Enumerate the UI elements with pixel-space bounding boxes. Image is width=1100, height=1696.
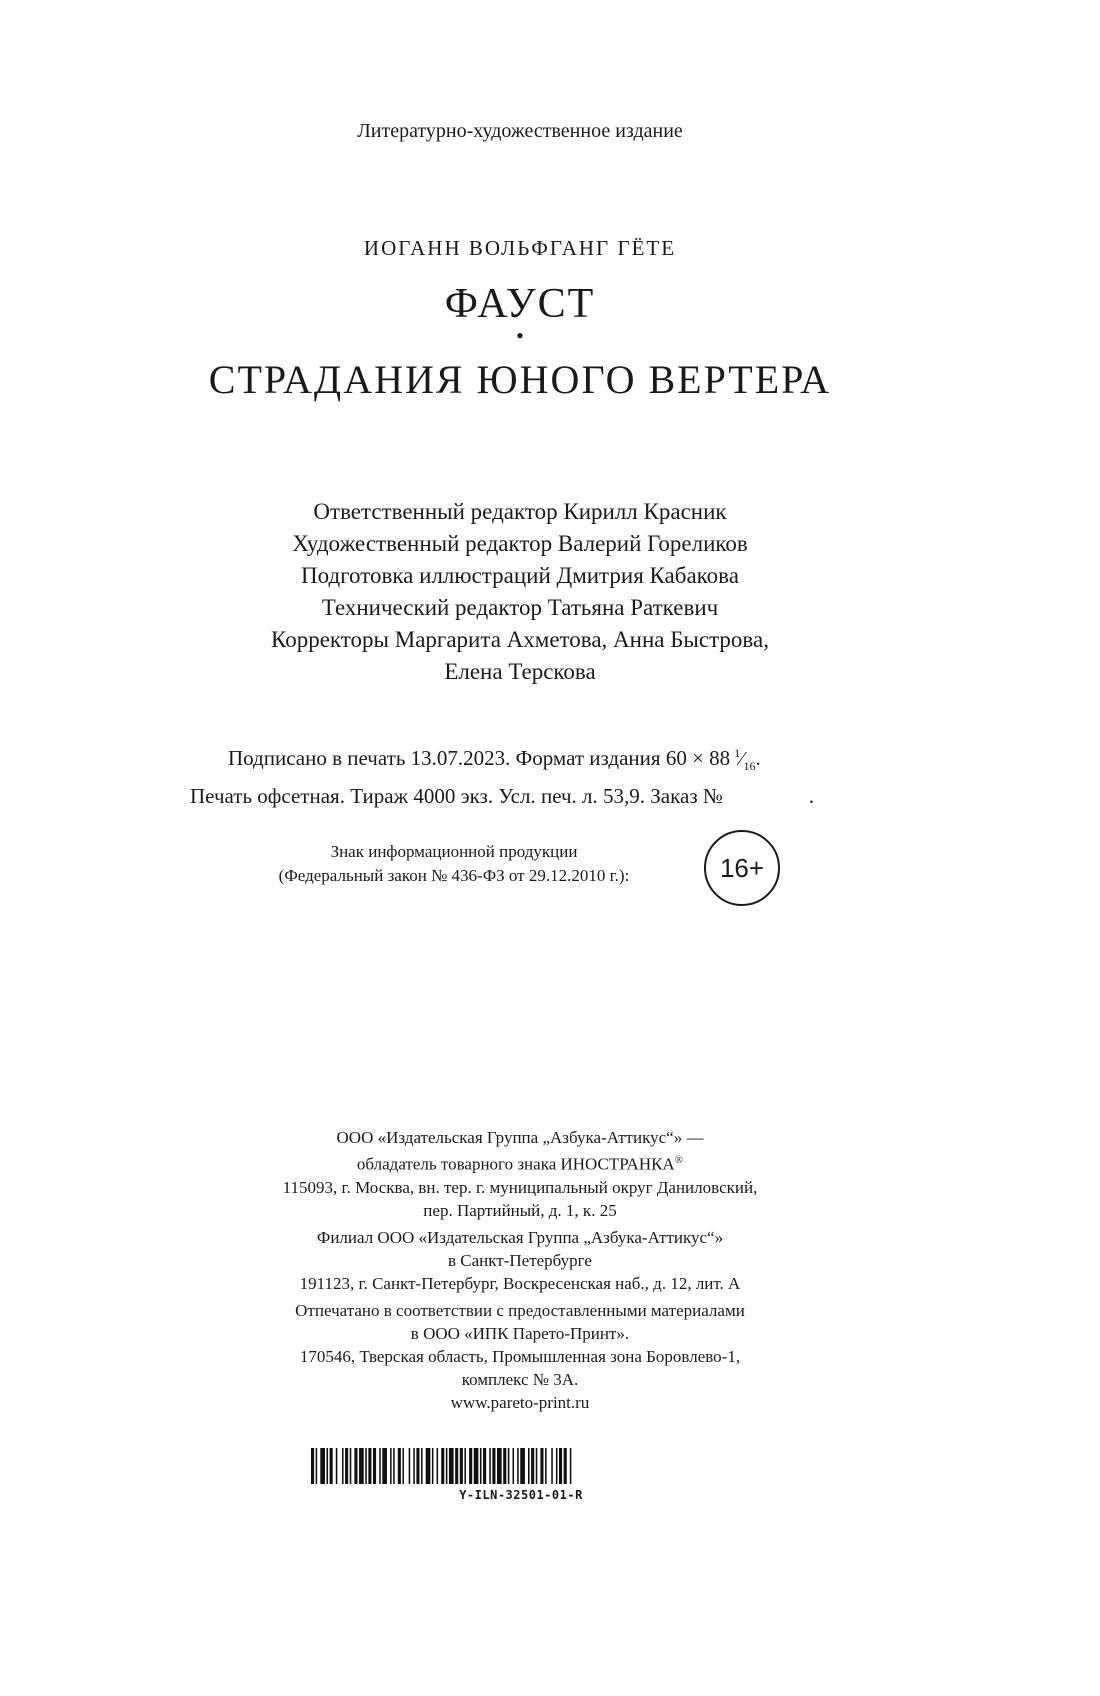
print-info-line-2 — [190, 781, 870, 811]
barcode-bar — [489, 1448, 491, 1484]
printer-website: www.pareto-print.ru — [450, 1392, 590, 1412]
branch-line: 191123, г. Санкт-Петербург, Воскресенская наб., д. 12, лит. А — [299, 1273, 741, 1293]
barcode-bar — [409, 1448, 411, 1484]
credit-line: Елена Терскова — [444, 659, 596, 684]
barcode-bar — [455, 1448, 458, 1484]
barcode-bar — [354, 1448, 357, 1484]
print-info-line-2-end: . — [808, 784, 815, 809]
barcode-bar — [483, 1448, 486, 1484]
print-info — [190, 738, 870, 811]
barcode-bar — [402, 1448, 404, 1484]
publisher-line: пер. Партийный, д. 1, к. 25 — [423, 1200, 617, 1220]
genre-label: Литературно-художественное издание — [357, 120, 683, 142]
barcode-bar — [316, 1448, 318, 1484]
credit-line: Ответственный редактор Кирилл Красник — [313, 499, 727, 524]
format-fraction-slash: ⁄ — [740, 748, 744, 770]
barcode-bar — [437, 1448, 439, 1484]
format-fraction-numerator: 1 — [734, 746, 741, 760]
barcode-bar — [416, 1448, 419, 1484]
barcode-bar — [474, 1448, 479, 1484]
publisher-line: ООО «Издательская Группа „Азбука-Аттикус“» — — [336, 1128, 704, 1147]
branch-line: Филиал ООО «Издательская Группа „Азбука-Аттикус“» — [316, 1227, 724, 1247]
barcode-bar — [464, 1448, 466, 1484]
barcode-bar — [320, 1448, 325, 1484]
barcode-bar — [492, 1448, 495, 1484]
barcode-bar — [531, 1448, 534, 1484]
barcode-label: Y-ILN-32501-01-R — [459, 1488, 583, 1502]
barcode-bar — [426, 1448, 431, 1484]
barcode-bar — [517, 1448, 519, 1484]
barcode-bar — [497, 1448, 502, 1484]
barcode-bar — [311, 1448, 314, 1484]
barcode-bar — [379, 1448, 381, 1484]
barcode-bar — [350, 1448, 352, 1484]
barcode-bar — [393, 1448, 395, 1484]
barcode-bar — [365, 1448, 367, 1484]
barcode-bar — [469, 1448, 472, 1484]
barcode-bar — [460, 1448, 463, 1484]
barcode-bar — [327, 1448, 329, 1484]
barcode-bar — [441, 1448, 444, 1484]
barcode-bar — [540, 1448, 543, 1484]
barcode-bar — [382, 1448, 387, 1484]
age-rating-text: 16+ — [719, 852, 765, 883]
barcode-bar — [330, 1448, 333, 1484]
barcode-bar — [570, 1448, 572, 1484]
barcode-bar — [342, 1448, 344, 1484]
credit-line: Технический редактор Татьяна Раткевич — [321, 595, 719, 620]
barcode-bar — [373, 1448, 376, 1484]
barcode-bar — [345, 1448, 348, 1484]
barcode-bar — [503, 1448, 506, 1484]
barcode-bar — [508, 1448, 510, 1484]
barcode-bar — [551, 1448, 553, 1484]
barcode-bar — [536, 1448, 538, 1484]
barcode-bar — [528, 1448, 530, 1484]
printer-line: Отпечатано в соответствии с предоставленными материалами — [295, 1300, 745, 1320]
branch-line: в Санкт-Петербурге — [448, 1250, 592, 1270]
barcode-bar — [513, 1448, 515, 1484]
barcode-bar — [446, 1448, 448, 1484]
format-fraction-denominator: 16 — [743, 759, 756, 774]
barcode-bar — [413, 1448, 415, 1484]
barcode-bar — [398, 1448, 401, 1484]
barcode-bar — [368, 1448, 371, 1484]
barcode-bar — [480, 1448, 482, 1484]
print-info-line-1-end: . — [755, 746, 761, 770]
barcode-bar — [559, 1448, 562, 1484]
info-sign-line-1: Знак информационной продукции — [330, 842, 578, 861]
info-product-sign — [240, 840, 668, 888]
registered-mark: ® — [674, 1154, 684, 1166]
credit-line: Подготовка иллюстраций Дмитрия Кабакова — [301, 563, 739, 588]
barcode-bar — [432, 1448, 434, 1484]
print-format-text: Подписано в печать 13.07.2023. Формат издания 60 × 88 — [228, 746, 731, 770]
credit-line: Корректоры Маргарита Ахметова, Анна Быстрова, — [271, 627, 769, 652]
printer-line: комплекс № 3А. — [461, 1369, 579, 1389]
age-rating-badge — [704, 830, 780, 906]
barcode-bar — [421, 1448, 423, 1484]
info-sign-line-2: (Федеральный закон № 436-ФЗ от 29.12.2010 г.): — [278, 866, 630, 885]
publisher-info — [0, 1126, 1040, 1414]
barcode-bar — [520, 1448, 525, 1484]
barcode-bar — [556, 1448, 558, 1484]
book-subtitle: СТРАДАНИЯ ЮНОГО ВЕРТЕРА — [208, 357, 832, 402]
barcode-bar — [390, 1448, 392, 1484]
credit-line: Художественный редактор Валерий Гореликов — [292, 531, 748, 556]
barcode-bar — [545, 1448, 547, 1484]
title-separator: • — [516, 323, 524, 348]
barcode-bar — [359, 1448, 364, 1484]
print-run-text: Печать офсетная. Тираж 4000 экз. Усл. печ. л. 53,9. Заказ № — [190, 784, 723, 809]
editorial-credits — [0, 496, 1040, 688]
publisher-line — [0, 1149, 1040, 1176]
barcode-bar — [336, 1448, 338, 1484]
printer-line: в ООО «ИПК Парето-Принт». — [410, 1323, 630, 1343]
barcode-bar — [564, 1448, 567, 1484]
printer-line: 170546, Тверская область, Промышленная зона Боровлево-1, — [299, 1346, 741, 1366]
trademark-text: обладатель товарного знака ИНОСТРАНКА — [356, 1154, 675, 1174]
author-name: ИОГАНН ВОЛЬФГАНГ ГЁТЕ — [363, 236, 677, 260]
barcode-bar — [449, 1448, 454, 1484]
publisher-line: 115093, г. Москва, вн. тер. г. муниципальный округ Даниловский, — [282, 1177, 758, 1197]
book-title: ФАУСТ — [444, 281, 596, 327]
print-info-line-1 — [190, 738, 870, 781]
barcode-image — [311, 1448, 731, 1484]
